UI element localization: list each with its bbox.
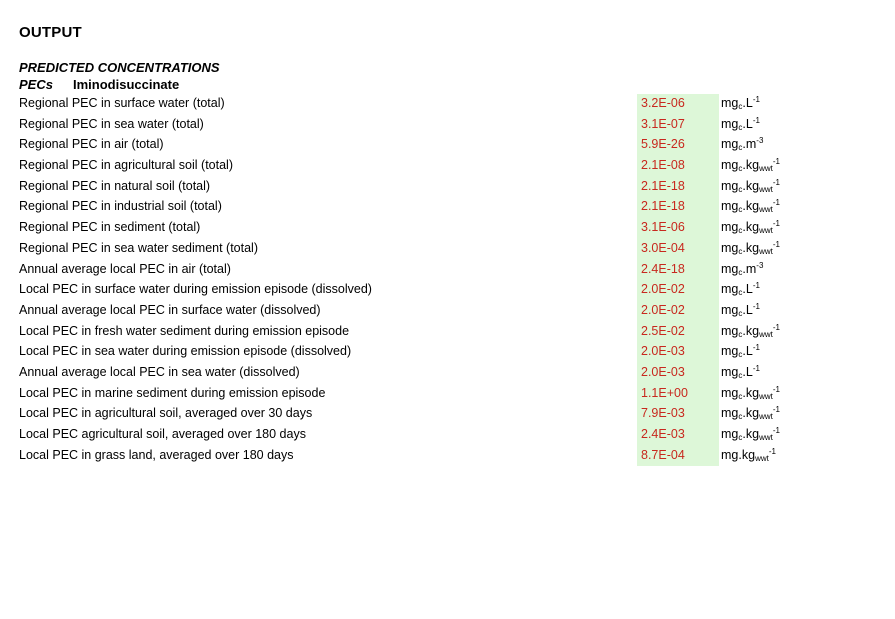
unit-subscript: c: [738, 143, 743, 153]
unit-denominator: m: [745, 137, 757, 152]
row-unit: [721, 448, 776, 462]
unit-dot: .: [742, 364, 746, 379]
row-value: 2.1E-18: [641, 178, 685, 193]
unit-denominator: L: [745, 116, 753, 131]
table-row: [0, 218, 895, 239]
row-label: Local PEC in surface water during emission episode (dissolved): [19, 282, 372, 297]
unit-denominator-subscript: wwt: [759, 246, 773, 256]
unit-dot: .: [742, 344, 746, 359]
unit-base: mg: [721, 158, 739, 173]
unit-subscript: c: [738, 288, 743, 298]
unit-exponent: -1: [772, 426, 780, 435]
unit-exponent: -1: [752, 343, 760, 353]
table-row: [0, 342, 895, 363]
unit-base: mg: [721, 344, 739, 359]
unit-denominator: L: [745, 344, 753, 359]
unit-subscript: c: [738, 412, 743, 422]
unit-base: mg: [721, 427, 739, 441]
unit-base: mg: [721, 220, 739, 235]
table-row: [0, 322, 895, 343]
unit-dot: .: [738, 447, 742, 462]
unit-denominator: kg: [745, 406, 760, 421]
row-unit: [721, 303, 760, 317]
row-value: 2.1E-08: [641, 158, 685, 173]
row-label: Annual average local PEC in surface water (dissolved): [19, 302, 321, 317]
row-unit: [721, 324, 780, 338]
unit-base: mg: [721, 282, 739, 297]
unit-exponent: -1: [772, 219, 780, 229]
unit-subscript: c: [738, 370, 743, 380]
unit-dot: .: [742, 220, 746, 235]
unit-dot: .: [742, 96, 746, 110]
unit-exponent: -1: [752, 281, 760, 291]
unit-exponent: -1: [772, 384, 780, 394]
unit-subscript: c: [738, 184, 743, 194]
unit-exponent: -1: [752, 95, 760, 104]
row-label: Local PEC in agricultural soil, averaged over 30 days: [19, 406, 313, 421]
row-value: 2.0E-03: [641, 344, 685, 359]
row-unit: [721, 386, 780, 400]
unit-base: mg: [721, 178, 739, 193]
row-unit: [721, 179, 780, 193]
unit-base: mg: [721, 199, 739, 214]
unit-exponent: -3: [756, 136, 764, 146]
row-unit: [721, 96, 760, 110]
table-row: [0, 239, 895, 260]
table-row: [0, 260, 895, 281]
table-row: [0, 446, 895, 467]
unit-dot: .: [742, 385, 746, 400]
row-unit: [721, 158, 780, 172]
section-title: PREDICTED CONCENTRATIONS: [19, 60, 220, 75]
unit-exponent: -1: [768, 446, 776, 456]
row-label: Regional PEC in air (total): [19, 137, 164, 152]
unit-base: mg: [721, 137, 739, 152]
row-value: 2.4E-18: [641, 261, 685, 276]
row-value: 2.4E-03: [641, 427, 685, 441]
row-label: Regional PEC in industrial soil (total): [19, 199, 222, 214]
unit-denominator: kg: [745, 158, 760, 173]
unit-denominator: L: [745, 282, 753, 297]
row-label: Local PEC agricultural soil, averaged over 180 days: [19, 427, 306, 441]
row-unit: [721, 262, 763, 276]
row-unit: [721, 344, 760, 358]
unit-denominator-subscript: wwt: [759, 329, 773, 339]
unit-subscript: c: [738, 350, 743, 360]
row-unit: [721, 117, 760, 131]
pecs-header: [19, 77, 179, 92]
unit-exponent: -1: [772, 177, 780, 187]
unit-dot: .: [742, 199, 746, 214]
table-row: [0, 425, 895, 446]
row-label: Local PEC in fresh water sediment during emission episode: [19, 323, 350, 338]
row-value: 8.7E-04: [641, 447, 685, 462]
unit-denominator: L: [745, 302, 753, 317]
unit-base: mg: [721, 364, 739, 379]
row-unit: [721, 282, 760, 296]
unit-denominator: kg: [745, 178, 760, 193]
unit-base: mg: [721, 447, 739, 462]
substance-name: Iminodisuccinate: [73, 77, 180, 92]
row-value: 3.1E-07: [641, 116, 685, 131]
row-value: 1.1E+00: [641, 385, 688, 400]
unit-exponent: -1: [772, 198, 780, 208]
unit-subscript: c: [738, 102, 743, 111]
unit-dot: .: [742, 406, 746, 421]
row-value: 2.0E-02: [641, 282, 685, 297]
unit-base: mg: [721, 385, 739, 400]
unit-denominator: kg: [741, 447, 756, 462]
unit-denominator: kg: [745, 427, 760, 441]
row-label: Local PEC in grass land, averaged over 180 days: [19, 447, 294, 462]
unit-exponent: -1: [772, 239, 780, 249]
unit-base: mg: [721, 261, 739, 276]
row-label: Local PEC in marine sediment during emission episode: [19, 385, 326, 400]
unit-subscript: c: [738, 246, 743, 256]
table-row: [0, 115, 895, 136]
unit-exponent: -1: [772, 405, 780, 415]
row-label: Annual average local PEC in air (total): [19, 261, 231, 276]
unit-dot: .: [742, 158, 746, 173]
row-value: 2.0E-03: [641, 364, 685, 379]
unit-base: mg: [721, 96, 739, 110]
unit-subscript: c: [738, 308, 743, 318]
unit-base: mg: [721, 302, 739, 317]
row-unit: [721, 427, 780, 441]
unit-subscript: c: [738, 391, 743, 401]
row-label: Regional PEC in natural soil (total): [19, 178, 211, 193]
unit-base: mg: [721, 323, 739, 338]
unit-subscript: c: [738, 122, 743, 132]
unit-denominator-subscript: wwt: [759, 205, 773, 215]
row-value: 5.9E-26: [641, 137, 685, 152]
table-row: [0, 94, 895, 115]
row-value: 7.9E-03: [641, 406, 685, 421]
unit-denominator-subscript: wwt: [759, 391, 773, 401]
unit-subscript: c: [738, 164, 743, 174]
table-row: [0, 301, 895, 322]
table-row: [0, 197, 895, 218]
unit-base: mg: [721, 406, 739, 421]
row-label: Regional PEC in sediment (total): [19, 220, 201, 235]
row-value: 3.1E-06: [641, 220, 685, 235]
unit-exponent: -3: [756, 260, 764, 270]
unit-denominator-subscript: wwt: [759, 433, 773, 442]
row-value: 3.2E-06: [641, 96, 685, 110]
unit-dot: .: [742, 282, 746, 297]
row-value: 2.5E-02: [641, 323, 685, 338]
table-row: [0, 280, 895, 301]
unit-denominator: kg: [745, 220, 760, 235]
row-label: Regional PEC in surface water (total): [19, 96, 225, 110]
unit-exponent: -1: [752, 301, 760, 311]
unit-subscript: c: [738, 226, 743, 236]
unit-exponent: -1: [772, 157, 780, 167]
unit-denominator-subscript: wwt: [759, 164, 773, 174]
unit-exponent: -1: [752, 363, 760, 373]
row-label: Annual average local PEC in sea water (dissolved): [19, 364, 300, 379]
row-unit: [721, 220, 780, 234]
unit-dot: .: [742, 427, 746, 441]
unit-denominator-subscript: wwt: [759, 412, 773, 422]
unit-denominator-subscript: wwt: [759, 226, 773, 236]
unit-base: mg: [721, 240, 739, 255]
row-label: Regional PEC in sea water (total): [19, 116, 204, 131]
row-unit: [721, 137, 763, 151]
unit-dot: .: [742, 323, 746, 338]
row-unit: [721, 241, 780, 255]
table-row: [0, 384, 895, 405]
unit-denominator-subscript: wwt: [759, 184, 773, 194]
row-unit: [721, 199, 780, 213]
row-label: Regional PEC in agricultural soil (total): [19, 158, 233, 173]
unit-dot: .: [742, 178, 746, 193]
row-unit: [721, 365, 760, 379]
unit-base: mg: [721, 116, 739, 131]
row-value: 2.1E-18: [641, 199, 685, 214]
unit-dot: .: [742, 240, 746, 255]
unit-subscript: c: [738, 433, 743, 442]
table-row: [0, 156, 895, 177]
unit-denominator: kg: [745, 240, 760, 255]
unit-dot: .: [742, 302, 746, 317]
table-row: [0, 363, 895, 384]
row-label: Local PEC in sea water during emission episode (dissolved): [19, 344, 352, 359]
unit-denominator: kg: [745, 323, 760, 338]
page-title: OUTPUT: [19, 24, 82, 41]
unit-dot: .: [742, 116, 746, 131]
pecs-label: PECs: [19, 77, 53, 92]
unit-denominator: L: [745, 96, 753, 110]
unit-dot: .: [742, 261, 746, 276]
row-value: 3.0E-04: [641, 240, 685, 255]
unit-exponent: -1: [772, 322, 780, 332]
unit-subscript: c: [738, 329, 743, 339]
unit-denominator: m: [745, 261, 757, 276]
unit-denominator: L: [745, 364, 753, 379]
row-value: 2.0E-02: [641, 302, 685, 317]
unit-subscript: c: [738, 267, 743, 277]
unit-denominator-subscript: wwt: [755, 453, 769, 463]
unit-denominator: kg: [745, 385, 760, 400]
row-label: Regional PEC in sea water sediment (total): [19, 240, 259, 255]
unit-dot: .: [742, 137, 746, 152]
pec-table: [0, 94, 895, 466]
table-row: [0, 135, 895, 156]
unit-subscript: c: [738, 205, 743, 215]
unit-exponent: -1: [752, 115, 760, 125]
row-unit: [721, 406, 780, 420]
table-row: [0, 404, 895, 425]
table-row: [0, 177, 895, 198]
unit-denominator: kg: [745, 199, 760, 214]
